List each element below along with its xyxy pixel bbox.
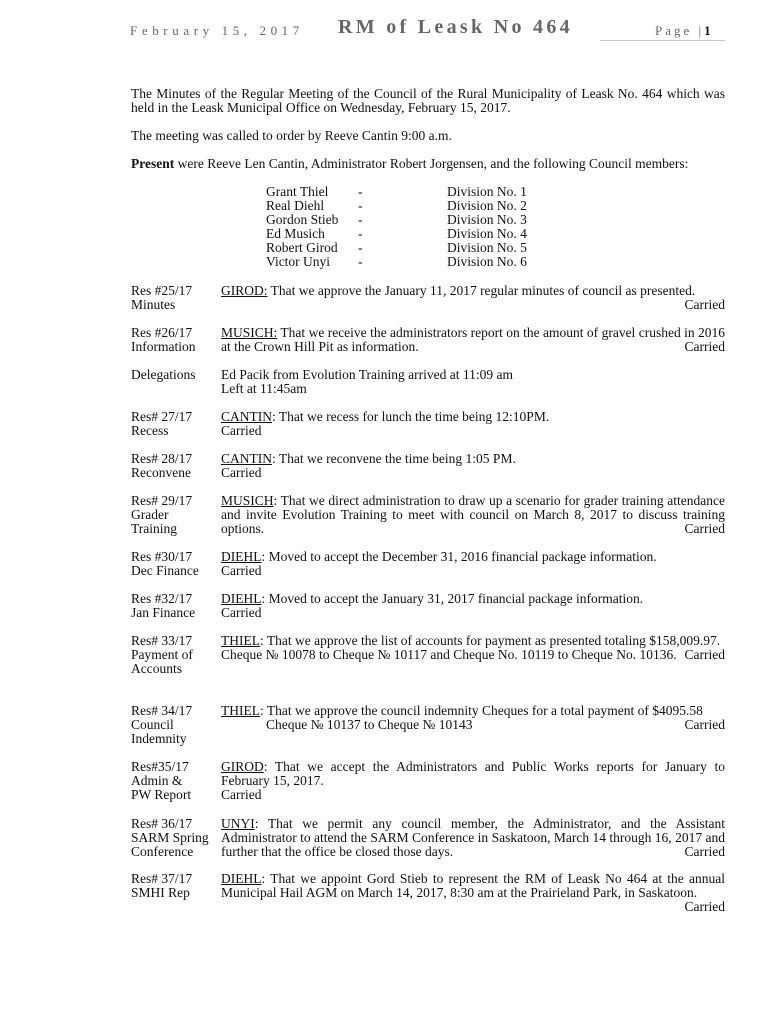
member-name: Grant Thiel: [266, 184, 329, 199]
delegation-departure: Left at 11:45am: [221, 381, 307, 396]
member-dash: -: [358, 184, 363, 199]
delegations-label: Delegations: [131, 367, 196, 382]
resolution-label: Res #25/17 Minutes: [131, 283, 193, 312]
resolution-text: That we approve the January 11, 2017 regular minutes of council as presented.: [267, 283, 696, 298]
resolution-status: Carried: [684, 647, 725, 662]
resolution-label: Res #32/17 Jan Finance: [131, 591, 196, 620]
resolution-mover: GIROD:: [221, 283, 268, 298]
resolution-mover: THIEL: [221, 703, 260, 718]
resolution-text: : That we direct administration to draw up a scenario for grader training attendance and invite Evolution Training to meet with council on March 8, 2017 to discuss training options.: [221, 493, 725, 536]
resolution-label: Res# 33/17 Payment of Accounts: [131, 633, 193, 676]
resolution-text: : That we approve the council indemnity Cheques for a total payment of $4095.58: [259, 703, 703, 718]
header-date: February 15, 2017: [130, 23, 304, 38]
resolution-status: Carried: [684, 339, 725, 354]
member-name: Victor Unyi: [266, 254, 331, 269]
resolution-text: : That we recess for lunch the time being 12:10PM.: [272, 409, 550, 424]
present-label: Present: [131, 156, 175, 171]
resolution-label: Res# 36/17 SARM Spring Conference: [131, 816, 209, 859]
resolution-label: Res# 37/17 SMHI Rep: [131, 871, 193, 900]
member-dash: -: [358, 212, 363, 227]
resolution-mover: MUSICH: [221, 493, 274, 508]
resolution-mover: CANTIN: [221, 409, 272, 424]
delegation-arrival: Ed Pacik from Evolution Training arrived at 11:09 am: [221, 367, 513, 382]
resolution-body: [221, 872, 725, 914]
page-label: Page |: [655, 23, 705, 38]
member-name: Ed Musich: [266, 226, 325, 241]
resolution-body: [221, 326, 725, 354]
resolution-mover: DIEHL: [221, 871, 262, 886]
resolution-text: : That we accept the Administrators and Public Works reports for January to February 15, 2017.: [221, 759, 725, 788]
header-page-number: [655, 23, 711, 39]
resolution-status: Carried: [221, 787, 262, 802]
resolution-status: Carried: [221, 423, 262, 438]
resolution-text: : That we approve the list of accounts for payment as presented totaling $158,009.97.: [259, 633, 721, 648]
header-rule: [600, 40, 725, 41]
resolution-text: : Moved to accept the January 31, 2017 financial package information.: [261, 591, 644, 606]
resolution-text: : That we appoint Gord Stieb to represent the RM of Leask No 464 at the annual Municipal Hail AGM on March 14, 2017, 8:30 am at the Prairieland Park, in Saskatoon.: [221, 871, 725, 900]
member-division: Division No. 2: [447, 198, 527, 213]
resolution-status: Carried: [684, 844, 725, 859]
resolution-body: [221, 760, 725, 802]
resolution-label: Res#35/17 Admin & PW Report: [131, 759, 192, 802]
cheque-range: Cheque № 10137 to Cheque № 10143: [266, 717, 473, 732]
member-dash: -: [358, 226, 363, 241]
resolution-status: Carried: [221, 563, 262, 578]
resolution-mover: UNYI: [221, 816, 255, 831]
member-name: Robert Girod: [266, 240, 338, 255]
resolution-label: Res #30/17 Dec Finance: [131, 549, 199, 578]
resolution-body: [221, 550, 725, 578]
present-paragraph: [131, 157, 725, 171]
member-name: Gordon Stieb: [266, 212, 339, 227]
cheque-range: Cheque № 10078 to Cheque № 10117 and Cheque No. 10119 to Cheque No. 10136.: [221, 647, 677, 662]
header-title: RM of Leask No 464: [338, 16, 573, 38]
member-divisions: [447, 185, 527, 269]
resolution-status: Carried: [684, 717, 725, 732]
resolution-body: [221, 592, 725, 620]
resolution-status: Carried: [684, 521, 725, 536]
resolution-status: Carried: [221, 465, 262, 480]
member-division: Division No. 1: [447, 184, 527, 199]
resolution-body: [221, 704, 725, 732]
member-dash: -: [358, 240, 363, 255]
resolution-body: [221, 817, 725, 859]
member-division: Division No. 4: [447, 226, 527, 241]
intro-paragraph: The Minutes of the Regular Meeting of the Council of the Rural Municipality of Leask No. 464 which was held in the Leask Municipal Office on Wednesday, February 15, 2017.: [131, 86, 725, 115]
member-division: Division No. 5: [447, 240, 527, 255]
resolution-text: : That we reconvene the time being 1:05 PM.: [272, 451, 516, 466]
member-division: Division No. 3: [447, 212, 527, 227]
resolution-mover: GIROD: [221, 759, 264, 774]
resolution-label: Res# 28/17 Reconvene: [131, 451, 193, 480]
resolution-body: [221, 452, 725, 480]
resolution-mover: DIEHL: [221, 549, 262, 564]
present-text: were Reeve Len Cantin, Administrator Robert Jorgensen, and the following Council members:: [174, 156, 689, 171]
delegations-body: [221, 368, 725, 396]
resolution-body: [221, 410, 725, 438]
resolution-text: That we receive the administrators report on the amount of gravel crushed in 2016 at the Crown Hill Pit as information.: [221, 325, 725, 354]
resolution-mover: THIEL: [221, 633, 260, 648]
resolution-label: Res #26/17 Information: [131, 325, 196, 354]
member-dash: -: [358, 198, 363, 213]
resolution-status: Carried: [684, 899, 725, 914]
member-dash: -: [358, 254, 363, 269]
member-names: [266, 185, 338, 269]
resolution-body: [221, 284, 725, 312]
resolution-status: Carried: [221, 605, 262, 620]
resolution-body: [221, 634, 725, 662]
resolution-mover: DIEHL: [221, 591, 262, 606]
resolution-label: Res# 27/17 Recess: [131, 409, 193, 438]
resolution-status: Carried: [684, 297, 725, 312]
member-name: Real Diehl: [266, 198, 325, 213]
resolution-mover: MUSICH:: [221, 325, 278, 340]
call-to-order: The meeting was called to order by Reeve Cantin 9:00 a.m.: [131, 128, 452, 143]
member-division: Division No. 6: [447, 254, 527, 269]
resolution-mover: CANTIN: [221, 451, 272, 466]
resolution-label: Res# 29/17 Grader Training: [131, 493, 193, 536]
resolution-body: [221, 494, 725, 536]
resolution-label: Res# 34/17 Council Indemnity: [131, 703, 193, 746]
resolution-text: : That we permit any council member, the Administrator, and the Assistant Administrator to attend the SARM Conference in Saskatoon, March 14 through 16, 2017 and further that the office be closed those days.: [221, 816, 725, 859]
resolution-text: : Moved to accept the December 31, 2016 financial package information.: [261, 549, 657, 564]
page-number: 1: [704, 23, 711, 38]
member-dashes: [358, 185, 363, 269]
